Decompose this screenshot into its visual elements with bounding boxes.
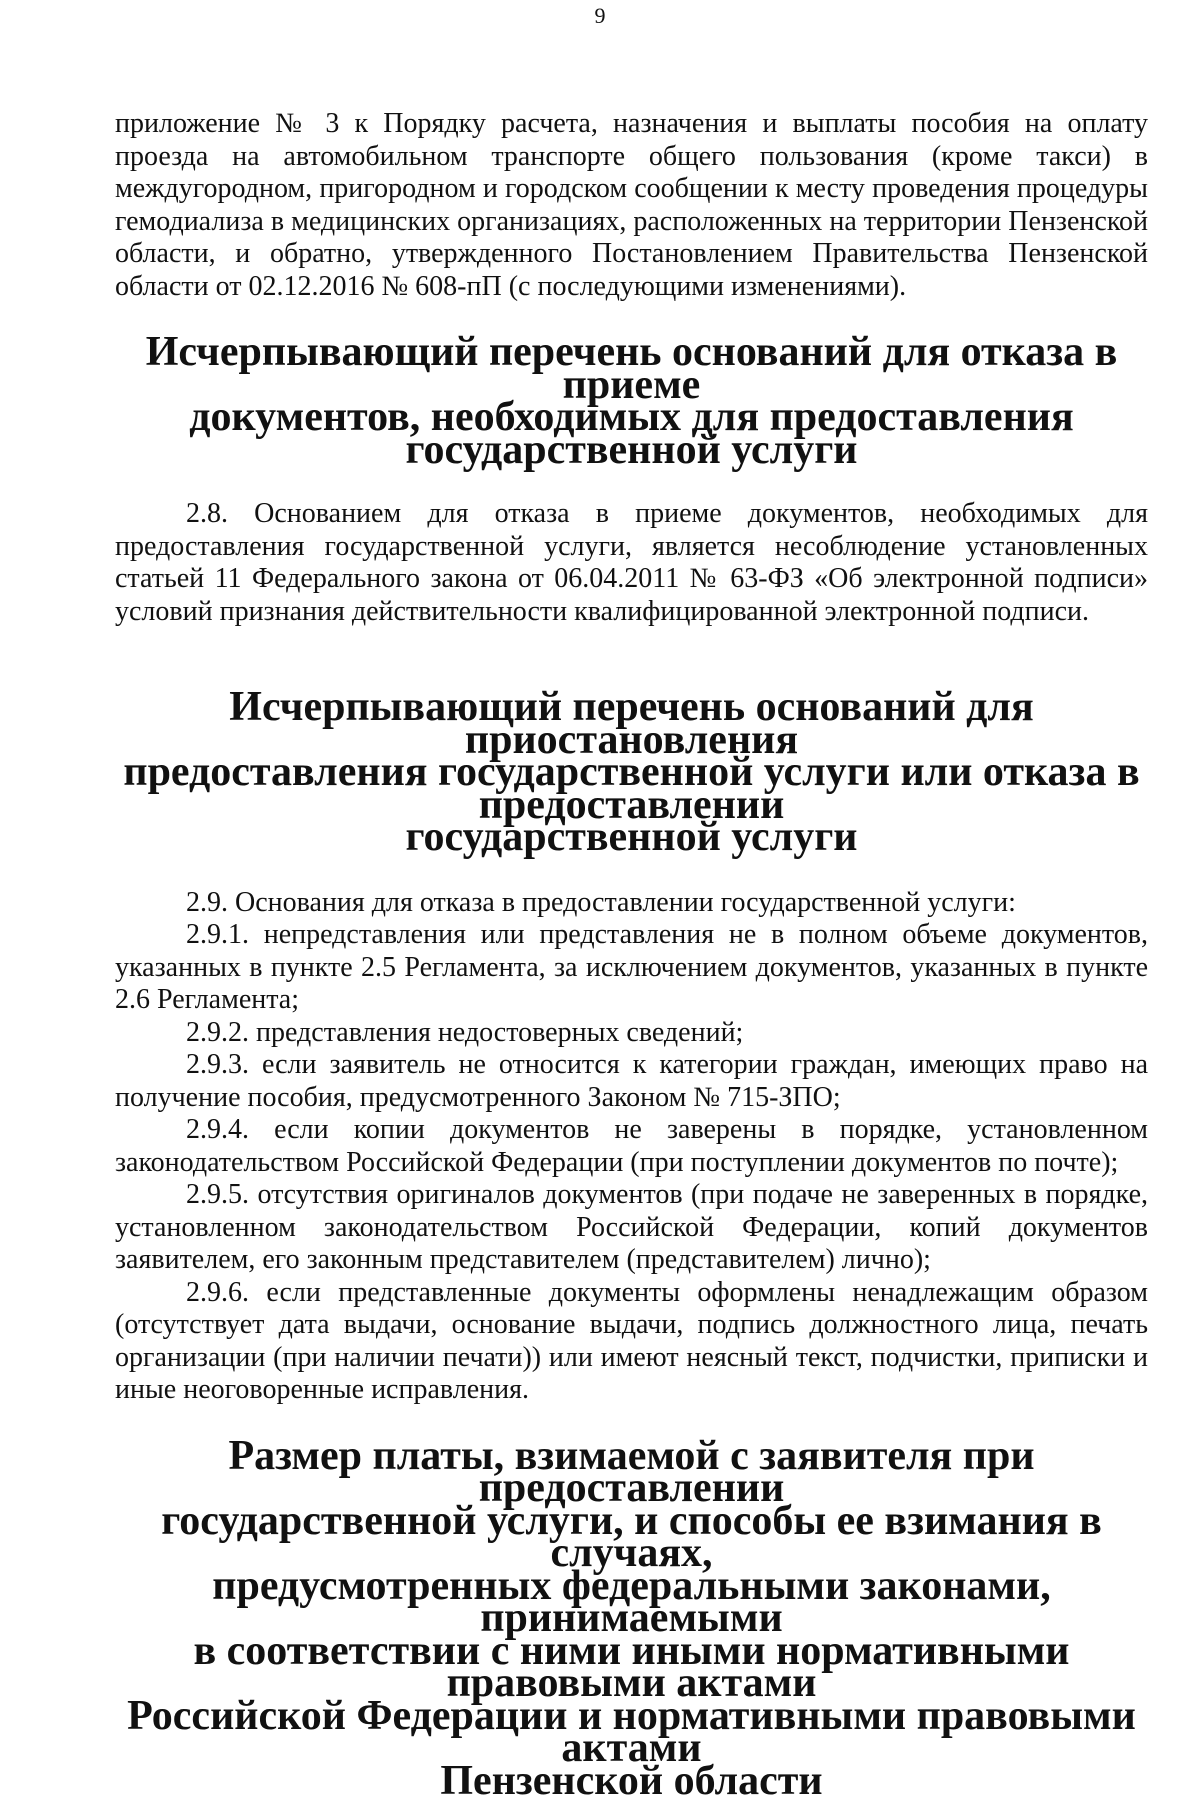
intro-paragraph: приложение № 3 к Порядку расчета, назначения и выплаты пособия на оплату проезда на автомобильном транспорте общего пользования (кроме такси) в междугородном, пригородном и городском сообщении к месту проведения процедуры гемодиализа в медицинских организациях, расположенных на территории Пензенской области, и обратно, утвержденного Постановлением Правительства Пензенской области от 02.12.2016 № 608-пП (с последующими изменениями). [115,108,1148,302]
heading-line: Исчерпывающий перечень оснований для приостановления [229,684,1034,763]
document-body [115,108,1148,1804]
heading-line: государственной услуги [405,426,858,473]
heading-line: предоставления государственной услуги или отказа в предоставлении [123,749,1140,828]
heading-fee [115,1432,1148,1804]
heading-refusal-documents [115,329,1148,473]
heading-line: документов, необходимых для предоставления [189,394,1074,440]
paragraph-2-9: 2.9. Основания для отказа в предоставлении государственной услуги: [186,886,1016,918]
page-number: 9 [594,3,606,28]
paragraph-2-9-4: 2.9.4. если копии документов не заверены в порядке, установленном законодательством Российской Федерации (при поступлении документов по почте); [115,1114,1148,1178]
heading-line: Размер платы, взимаемой с заявителя при предоставлении [228,1432,1035,1511]
heading-line: Пензенской области [440,1757,823,1804]
paragraph-2-9-5: 2.9.5. отсутствия оригиналов документов (при подаче не заверенных в порядке, установленном законодательством Российской Федерации, копий документов заявителем, его законным представителем (представителем) лично); [115,1179,1148,1275]
heading-line: Исчерпывающий перечень оснований для отказа в приеме [145,329,1118,408]
paragraph-2-9-2: 2.9.2. представления недостоверных сведений; [186,1016,744,1048]
heading-line: предусмотренных федеральными законами, принимаемыми [212,1562,1051,1641]
heading-line: в соответствии с ними иными нормативными правовыми актами [193,1627,1070,1706]
heading-line: государственной услуги, и способы ее взимания в случаях, [161,1497,1102,1576]
heading-line: Российской Федерации и нормативными правовыми актами [127,1692,1136,1771]
paragraph-2-9-1: 2.9.1. непредставления или представления не в полном объеме документов, указанных в пункте 2.5 Регламента, за исключением документов, указанных в пункте 2.6 Регламента; [115,919,1148,1015]
paragraph-2-9-3: 2.9.3. если заявитель не относится к категории граждан, имеющих право на получение пособия, предусмотренного Законом № 715-ЗПО; [115,1049,1148,1113]
paragraph-2-9-6: 2.9.6. если представленные документы оформлены ненадлежащим образом (отсутствует дата выдачи, основание выдачи, подпись должностного лица, печать организации (при наличии печати)) или имеют неясный текст, подчистки, приписки и иные неоговоренные исправления. [115,1276,1148,1405]
paragraph-2-8: 2.8. Основанием для отказа в приеме документов, необходимых для предоставления государственной услуги, является несоблюдение установленных статьей 11 Федерального закона от 06.04.2011 № 63-ФЗ «Об электронной подписи» условий признания действительности квалифицированной электронной подписи. [115,498,1148,627]
heading-suspension-grounds [115,684,1148,860]
heading-line: государственной услуги [405,814,858,860]
